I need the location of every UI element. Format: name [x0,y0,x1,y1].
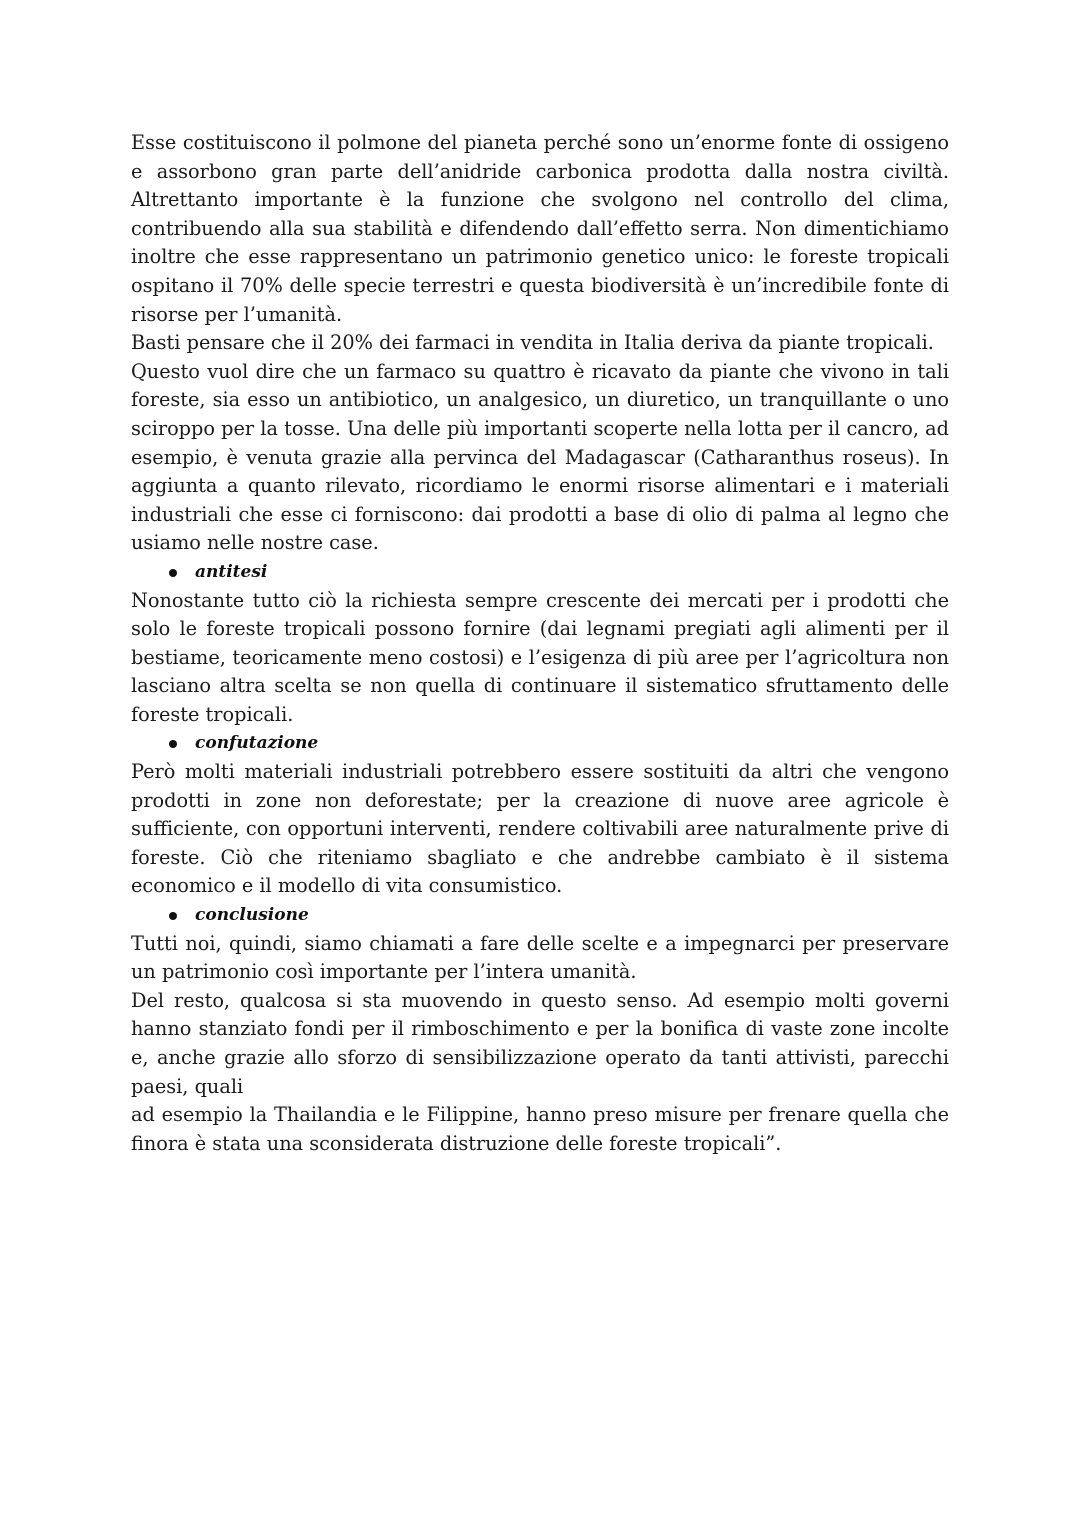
antitesi-paragraph: Nonostante tutto ciò la richiesta sempre crescente dei mercati per i prodotti che solo le foreste tropicali possono fornire (dai legnami pregiati agli alimenti per il bestiame, teoricamente meno costosi) e l’esigenza di più aree per l’agricoltura non lasciano altra scelta se non quella di continuare il sistematico sfruttamento delle foreste tropicali. [131,588,949,726]
antitesi-heading-label: antitesi [195,561,268,582]
bullet-icon [169,569,177,577]
confutazione-heading-label: confutazione [195,733,319,754]
confutazione-heading [131,729,949,758]
antitesi-heading [131,558,949,587]
conclusione-paragraph: Tutti noi, quindi, siamo chiamati a fare delle scelte e a impegnarci per preservare un patrimonio così importante per l’intera umanità. [131,931,949,984]
document-page [131,129,949,1158]
conclusione-heading-label: conclusione [195,905,309,926]
conclusione-paragraph-2a: Del resto, qualcosa si sta muovendo in questo senso. Ad esempio molti governi hanno stanziato fondi per il rimboschimento e per la bonifica di vaste zone incolte e, anche grazie allo sforzo di sensibilizzazione operato da tanti attivisti, parecchi paesi, quali [131,988,949,1098]
intro-paragraph-3: Questo vuol dire che un farmaco su quattro è ricavato da piante che vivono in tali foreste, sia esso un antibiotico, un analgesico, un diuretico, un tranquillante o uno sciroppo per la tosse. Una delle più importanti scoperte nella lotta per il cancro, ad esempio, è venuta grazie alla pervinca del Madagascar (Catharanthus roseus). In aggiunta a quanto rilevato, ricordiamo le enormi risorse alimentari e i materiali industriali che esse ci forniscono: dai prodotti a base di olio di palma al legno che usiamo nelle nostre case. [131,359,949,555]
confutazione-paragraph: Però molti materiali industriali potrebbero essere sostituiti da altri che vengono prodotti in zone non deforestate; per la creazione di nuove aree agricole è sufficiente, con opportuni interventi, rendere coltivabili aree naturalmente prive di foreste. Ciò che riteniamo sbagliato e che andrebbe cambiato è il sistema economico e il modello di vita consumistico. [131,760,949,898]
bullet-icon [169,912,177,920]
bullet-icon [169,740,177,748]
intro-paragraph-2: Basti pensare che il 20% dei farmaci in vendita in Italia deriva da piante tropicali. [131,331,934,355]
conclusione-heading [131,901,949,930]
conclusione-paragraph-2b: ad esempio la Thailandia e le Filippine, hanno preso misure per frenare quella che finora è stata una sconsiderata distruzione delle foreste tropicali”. [131,1103,949,1155]
intro-paragraph: Esse costituiscono il polmone del pianeta perché sono un’enorme fonte di ossigeno e assorbono gran parte dell’anidride carbonica prodotta dalla nostra civiltà. Altrettanto importante è la funzione che svolgono nel controllo del clima, contribuendo alla sua stabilità e difendendo dall’effetto serra. Non dimentichiamo inoltre che esse rappresentano un patrimonio genetico unico: le foreste tropicali ospitano il 70% delle specie terrestri e questa biodiversità è un’incredibile fonte di risorse per l’umanità. [131,131,949,326]
